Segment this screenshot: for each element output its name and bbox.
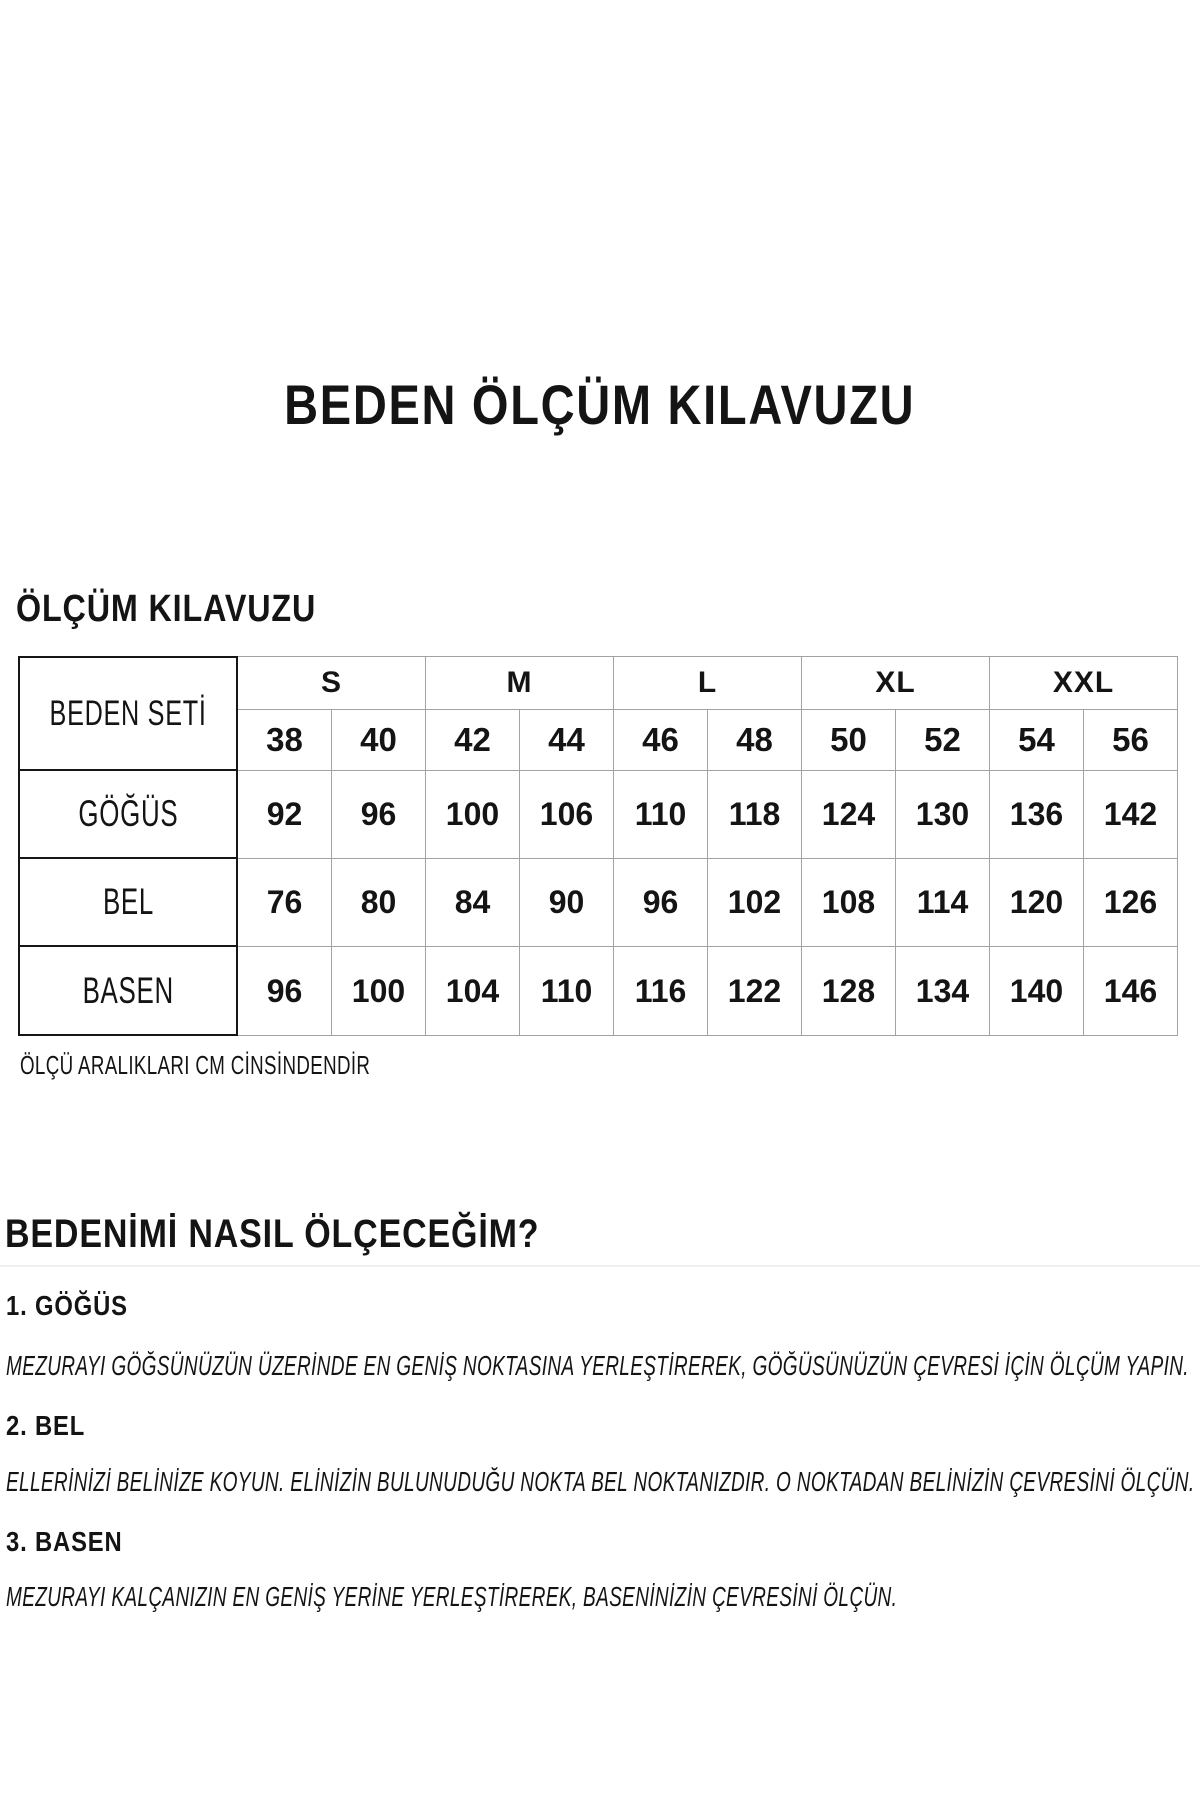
- size-group-header: S: [238, 656, 426, 710]
- section-text-chest: MEZURAYI GÖĞSÜNÜZÜN ÜZERİNDE EN GENİŞ NOKTASINA YERLEŞTİREREK, GÖĞÜSÜNÜZÜN ÇEVRESİ İÇİN ÖLÇÜM YAPIN.: [6, 1350, 1189, 1381]
- waist-value: 114: [896, 859, 990, 947]
- section-title-hips: 3. BASEN: [6, 1526, 123, 1557]
- how-to-measure-heading: BEDENİMİ NASIL ÖLÇECEĞİM?: [5, 1212, 540, 1256]
- hips-value: 110: [520, 947, 614, 1036]
- waist-value: 126: [1084, 859, 1178, 947]
- size-number-header: 54: [990, 710, 1084, 771]
- size-number-header: 50: [802, 710, 896, 771]
- chest-value: 110: [614, 771, 708, 859]
- hips-value: 116: [614, 947, 708, 1036]
- chest-value: 92: [238, 771, 332, 859]
- size-group-header: L: [614, 656, 802, 710]
- size-number-header: 38: [238, 710, 332, 771]
- row-label-waist: BEL: [18, 859, 238, 947]
- size-group-header: M: [426, 656, 614, 710]
- chest-value: 136: [990, 771, 1084, 859]
- chest-value: 142: [1084, 771, 1178, 859]
- size-number-header: 46: [614, 710, 708, 771]
- hips-value: 100: [332, 947, 426, 1036]
- size-number-header: 52: [896, 710, 990, 771]
- row-label-hips: BASEN: [18, 947, 238, 1036]
- section-text-waist: ELLERİNİZİ BELİNİZE KOYUN. ELİNİZİN BULUNUDUĞU NOKTA BEL NOKTANIZDIR. O NOKTADAN BELİNİZİN ÇEVRESİNİ ÖLÇÜN.: [6, 1466, 1195, 1497]
- size-group-header: XL: [802, 656, 990, 710]
- chest-value: 96: [332, 771, 426, 859]
- waist-value: 76: [238, 859, 332, 947]
- page-title-text: BEDEN ÖLÇÜM KILAVUZU: [284, 373, 916, 436]
- waist-value: 96: [614, 859, 708, 947]
- section-text-hips: MEZURAYI KALÇANIZIN EN GENİŞ YERİNE YERLEŞTİREREK, BASENİNİZİN ÇEVRESİNİ ÖLÇÜN.: [6, 1581, 898, 1612]
- hips-value: 146: [1084, 947, 1178, 1036]
- chest-value: 130: [896, 771, 990, 859]
- hips-value: 104: [426, 947, 520, 1036]
- hips-value: 122: [708, 947, 802, 1036]
- waist-value: 102: [708, 859, 802, 947]
- chest-value: 118: [708, 771, 802, 859]
- chest-value: 106: [520, 771, 614, 859]
- size-chart-table: [18, 656, 1178, 1036]
- size-number-header: 56: [1084, 710, 1178, 771]
- size-number-header: 48: [708, 710, 802, 771]
- waist-value: 90: [520, 859, 614, 947]
- size-group-header: XXL: [990, 656, 1178, 710]
- size-number-header: 42: [426, 710, 520, 771]
- hips-value: 128: [802, 947, 896, 1036]
- table-corner-cell: BEDEN SETİ: [18, 656, 238, 771]
- waist-value: 108: [802, 859, 896, 947]
- chest-value: 100: [426, 771, 520, 859]
- section-title-waist: 2. BEL: [6, 1410, 86, 1441]
- section-divider: [0, 1265, 1200, 1267]
- hips-value: 140: [990, 947, 1084, 1036]
- hips-value: 96: [238, 947, 332, 1036]
- size-number-header: 40: [332, 710, 426, 771]
- size-number-header: 44: [520, 710, 614, 771]
- chest-value: 124: [802, 771, 896, 859]
- row-label-chest: GÖĞÜS: [18, 771, 238, 859]
- section-title-chest: 1. GÖĞÜS: [6, 1290, 128, 1321]
- page-title: [0, 372, 1200, 437]
- measurement-guide-heading: ÖLÇÜM KILAVUZU: [16, 588, 317, 630]
- units-note: ÖLÇÜ ARALIKLARI CM CİNSİNDENDİR: [20, 1050, 371, 1080]
- waist-value: 120: [990, 859, 1084, 947]
- waist-value: 80: [332, 859, 426, 947]
- waist-value: 84: [426, 859, 520, 947]
- hips-value: 134: [896, 947, 990, 1036]
